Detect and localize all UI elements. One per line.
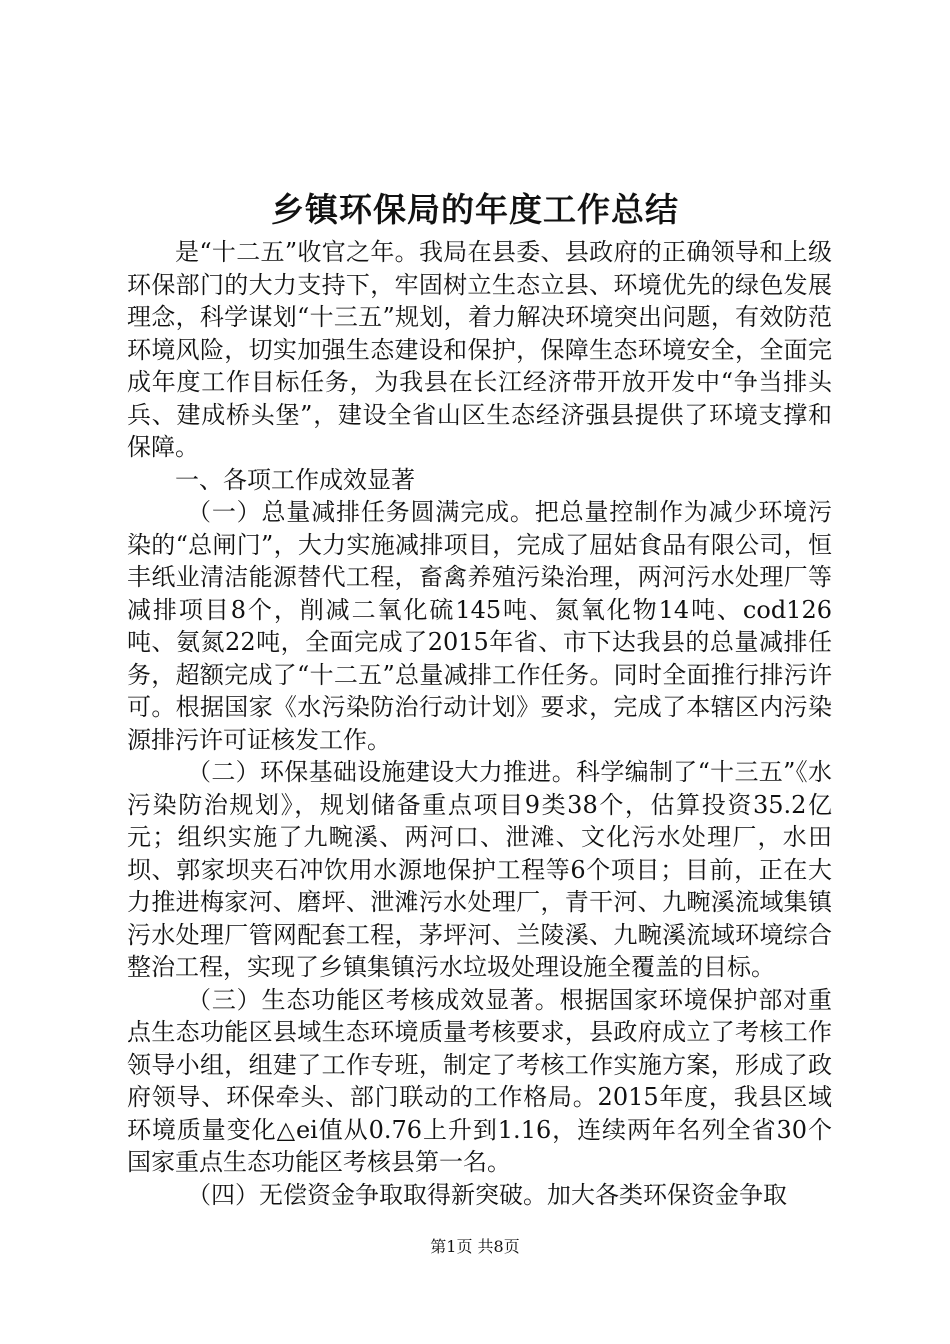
- subsection-paragraph-2: （二）环保基础设施建设大力推进。科学编制了“十三五”《水污染防治规划》，规划储备重点项目9类38个，估算投资35.2亿元；组织实施了九畹溪、两河口、泄滩、文化污水处理厂，水田坝、郭家坝夹石冲饮用水源地保护工程等6个项目；目前，正在大力推进梅家河、磨坪、泄滩污水处理厂，青干河、九畹溪流域集镇污水处理厂管网配套工程，茅坪河、兰陵溪、九畹溪流域环境综合整治工程，实现了乡镇集镇污水垃圾处理设施全覆盖的目标。: [127, 758, 832, 981]
- section-heading: 一、各项工作成效显著: [175, 465, 415, 494]
- document-body: [127, 236, 832, 1211]
- page-number-footer: 第1页 共8页: [430, 1237, 520, 1256]
- intro-paragraph: 是“十二五”收官之年。我局在县委、县政府的正确领导和上级环保部门的大力支持下，牢固树立生态立县、环境优先的绿色发展理念，科学谋划“十三五”规划，着力解决环境突出问题，有效防范环境风险，切实加强生态建设和保护，保障生态环境安全，全面完成年度工作目标任务，为我县在长江经济带开放开发中“争当排头兵、建成桥头堡”，建设全省山区生态经济强县提供了环境支撑和保障。: [127, 238, 832, 461]
- document-title: 乡镇环保局的年度工作总结: [271, 190, 679, 229]
- subsection-paragraph-4: （四）无偿资金争取取得新突破。加大各类环保资金争取: [187, 1180, 787, 1209]
- subsection-paragraph-3: （三）生态功能区考核成效显著。根据国家环境保护部对重点生态功能区县域生态环境质量考核要求，县政府成立了考核工作领导小组，组建了工作专班，制定了考核工作实施方案，形成了政府领导、环保牵头、部门联动的工作格局。2015年度，我县区域环境质量变化△ei值从0.76上升到1.16，连续两年名列全省30个国家重点生态功能区考核县第一名。: [127, 985, 832, 1176]
- subsection-paragraph-1: （一）总量减排任务圆满完成。把总量控制作为减少环境污染的“总闸门”，大力实施减排项目，完成了屈姑食品有限公司，恒丰纸业清洁能源替代工程，畜禽养殖污染治理，两河污水处理厂等减排项目8个，削减二氧化硫145吨、氮氧化物14吨、cod126吨、氨氮22吨，全面完成了2015年省、市下达我县的总量减排任务，超额完成了“十二五”总量减排工作任务。同时全面推行排污许可。根据国家《水污染防治行动计划》要求，完成了本辖区内污染源排污许可证核发工作。: [127, 498, 832, 754]
